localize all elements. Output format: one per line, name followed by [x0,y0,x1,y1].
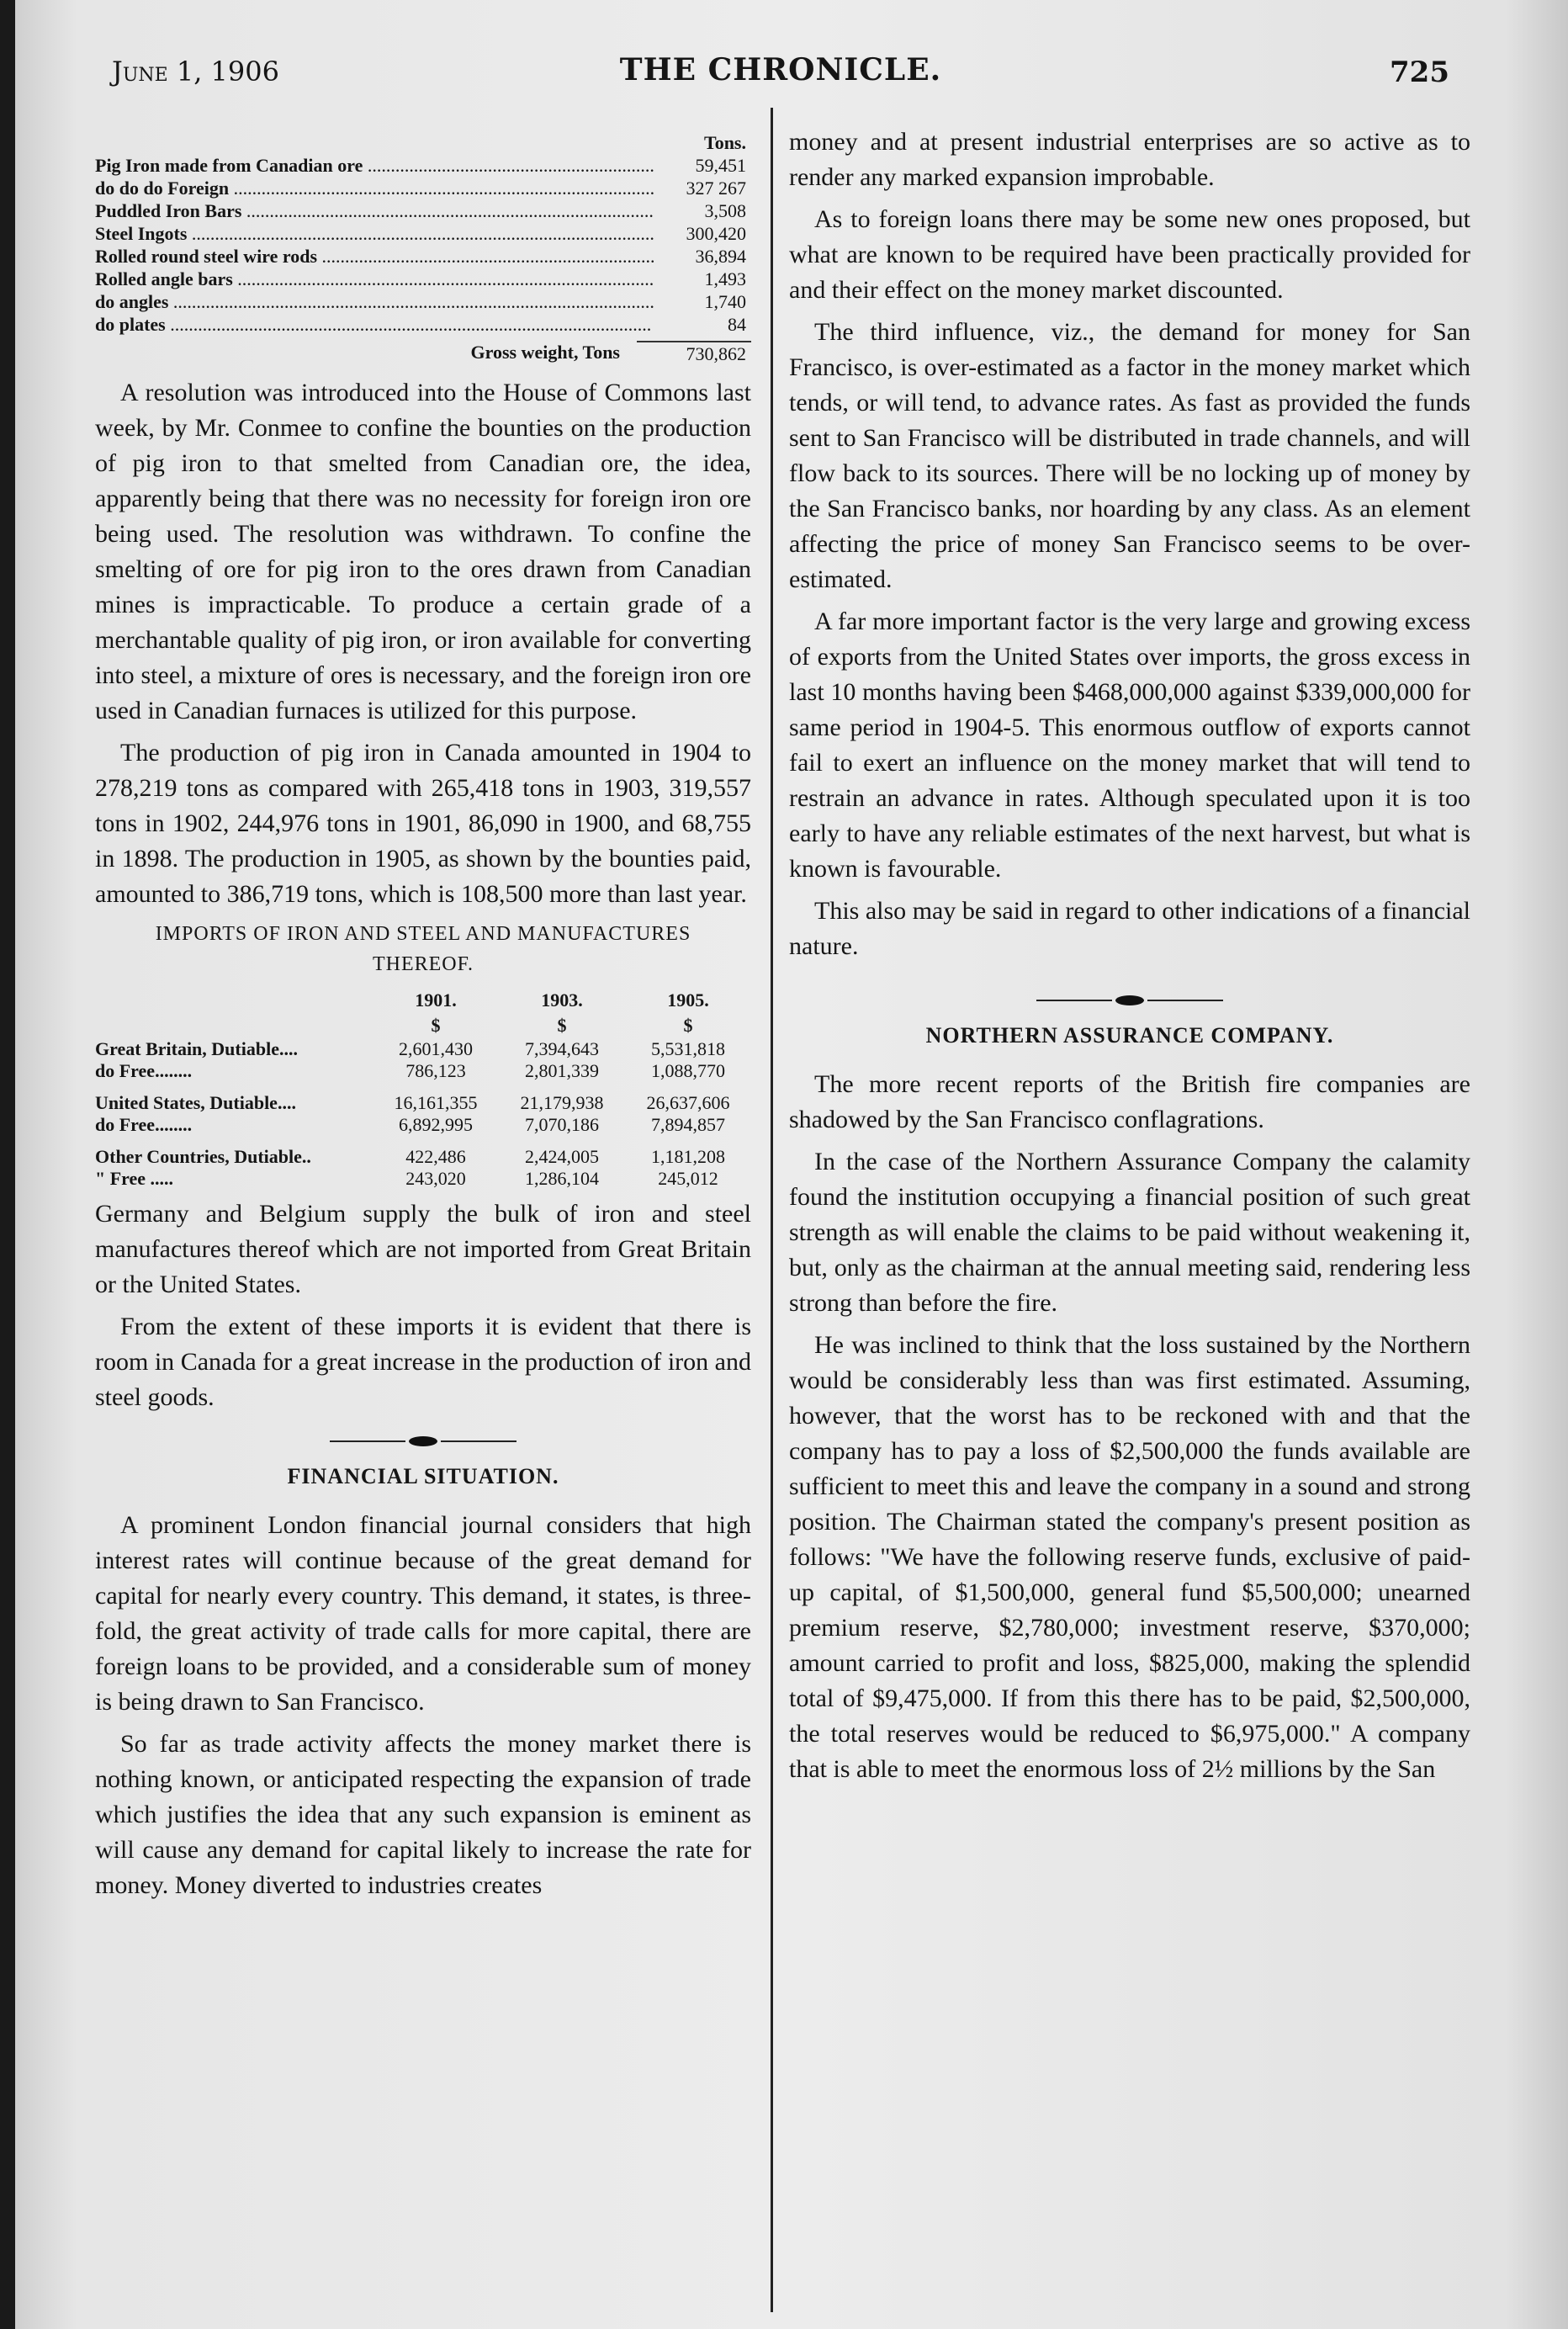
production-row [95,268,751,290]
production-total-label: Gross weight, Tons [470,342,620,363]
production-row [95,222,751,245]
row-label: " Free ..... [95,1168,174,1189]
cell-value: 245,012 [658,1168,718,1189]
production-total [95,341,751,365]
cell-value: 7,394,643 [525,1038,599,1059]
left-column [95,125,751,1910]
production-row-value: 84 [728,314,746,335]
paragraph: The production of pig iron in Canada amounted in 1904 to 278,219 tons as compared with 265,418 tons in 1903, 319,557 tons in 1902, 244,976 tons in 1901, 86,090 in 1900, and 68,755 in 1898. The production in 1905, as shown by the bounties paid, amounted to 386,719 tons, which is 108,500 more than last year. [95,739,751,908]
issue-date: June 1, 1906 [112,56,279,88]
production-row [95,177,751,199]
newspaper-page [15,0,1568,2329]
paragraph: The more recent reports of the British fire companies are shadowed by the San Francisco conflagrations. [789,1070,1470,1133]
imports-table [95,988,751,1190]
imports-title-line: THEREOF. [372,953,474,975]
cell-value: 7,070,186 [525,1114,599,1135]
production-row-label: Puddled Iron Bars ..... [95,199,654,222]
column-divider [771,108,773,2312]
table-row [95,1146,751,1168]
paragraph: A prominent London financial journal considers that high interest rates will continue because of the great demand for capital for nearly every country. This demand, it states, is three-fold, the great activity of trade calls for more capital, there are foreign loans to be provided, and a considerable sum of money is being drawn to San Francisco. [95,1511,751,1716]
cell-value: 16,161,355 [394,1092,478,1113]
production-row [95,290,751,313]
production-row [95,154,751,177]
table-row [95,1060,751,1082]
imports-currency-row [95,1013,751,1038]
year-header: 1901. [415,989,457,1011]
currency-header: $ [557,1015,567,1036]
production-row-label: do angles ..... [95,290,654,313]
paragraph: He was inclined to think that the loss sustained by the Northern would be considerably less than was first estimated. Assuming, however, that the worst has to be reckoned with and that the company has to pay a loss of $2,500,000 the funds available are sufficient to meet this and leave the company in a sound and strong position. The Chairman stated the company's present position as follows: "We have the following reserve funds, exclusive of paid-up capital, of $1,500,000, general fund $5,500,000; unearned premium reserve, $2,780,000; investment reserve, $370,000; amount carried to profit and loss, $825,000, making the splendid total of $9,475,000. If from this there has to be paid, $2,500,000, the total reserves would be reduced to $6,975,000." A company that is able to meet the enormous loss of 2½ millions by the San [789,1331,1470,1783]
cell-value: 21,179,938 [520,1092,604,1113]
row-label: do Free........ [95,1114,193,1135]
imports-table-title [95,919,751,979]
row-label: Great Britain, Dutiable.... [95,1038,298,1059]
northern-assurance-heading: NORTHERN ASSURANCE COMPANY. [925,1023,1334,1048]
section-ornament [95,1434,751,1449]
production-row-label: Steel Ingots ..... [95,222,654,245]
paragraph: From the extent of these imports it is evident that there is room in Canada for a great increase in the production of iron and steel goods. [95,1313,751,1411]
production-total-value: 730,862 [637,341,751,365]
production-unit-header: Tons. [704,132,746,153]
imports-title-line: IMPORTS OF IRON AND STEEL AND MANUFACTURES [155,923,691,945]
row-label: Other Countries, Dutiable.. [95,1146,311,1167]
production-row-value: 59,451 [695,155,746,176]
row-label: do Free........ [95,1060,193,1081]
paragraph: money and at present industrial enterprises are so active as to render any marked expansion improbable. [789,128,1470,191]
production-row [95,245,751,268]
production-row-label: do do do Foreign ..... [95,177,654,199]
cell-value: 1,088,770 [651,1060,725,1081]
right-column [789,125,1470,1794]
article-financial-situation [95,1508,751,1903]
currency-header: $ [431,1015,441,1036]
running-head [95,49,1466,99]
production-row-label: Rolled round steel wire rods ..... [95,245,654,268]
production-row-value: 36,894 [695,246,746,267]
publication-title: THE CHRONICLE. [619,52,942,88]
paragraph: In the case of the Northern Assurance Company the calamity found the institution occupying a financial position of such great strength as will enable the claims to be paid without weakening it, but, only as the chairman at the annual meeting said, rendering less strong than before the fire. [789,1148,1470,1317]
paragraph: So far as trade activity affects the money market there is nothing known, or anticipated respecting the expansion of trade which justifies the idea that any such expansion is eminent as will cause any demand for capital likely to increase the rate for money. Money diverted to industries creates [95,1730,751,1899]
page-number: 725 [1390,56,1449,89]
table-row [95,1114,751,1136]
paragraph: The third influence, viz., the demand for money for San Francisco, is over-estimated as a factor in the money market which tends, or will tend, to advance rates. As fast as provided the funds sent to San Francisco will be distributed in trade channels, and will flow back to its sources. There will be no locking up of money by the San Francisco banks, nor hoarding by any class. As an element affecting the price of money San Francisco seems to be over-estimated. [789,318,1470,593]
production-row-value: 1,740 [704,291,746,312]
table-row [95,1168,751,1190]
article-imports-commentary [95,1196,751,1415]
production-row-label: Rolled angle bars ..... [95,268,654,290]
cell-value: 2,601,430 [399,1038,473,1059]
paragraph: This also may be said in regard to other indications of a financial nature. [789,897,1470,960]
paragraph: As to foreign loans there may be some new ones proposed, but what are known to be required have been practically provided for and their effect on the money market discounted. [789,205,1470,304]
cell-value: 422,486 [405,1146,466,1167]
cell-value: 2,424,005 [525,1146,599,1167]
production-table [95,131,751,365]
paragraph: A resolution was introduced into the House of Commons last week, by Mr. Conmee to confine the bounties on the production of pig iron to that smelted from Canadian ore, the idea, apparently being that there was no necessity for foreign iron ore being used. The resolution was withdrawn. To confine the smelting of ore for pig iron to the ores drawn from Canadian mines is impracticable. To produce a certain grade of a merchantable quality of pig iron, or iron available for converting into steel, a mixture of ores is necessary, and the foreign iron ore used in Canadian furnaces is utilized for this purpose. [95,379,751,724]
article-financial-situation-continued [789,125,1470,964]
imports-header-row [95,988,751,1013]
cell-value: 1,181,208 [651,1146,725,1167]
production-row-value: 3,508 [704,200,746,221]
cell-value: 5,531,818 [651,1038,725,1059]
article-northern-assurance [789,1067,1470,1787]
row-label: United States, Dutiable.... [95,1092,296,1113]
paragraph: A far more important factor is the very large and growing excess of exports from the United States over imports, the gross excess in last 10 months having been $468,000,000 against $339,000,000 for same period in 1904-5. This enormous outflow of exports cannot fail to exert an influence on the money market that will tend to restrain an advance in rates. Although speculated upon it is too early to have any reliable estimates of the next harvest, but what is known is favourable. [789,607,1470,883]
cell-value: 1,286,104 [525,1168,599,1189]
article-bounties [95,375,751,912]
production-row [95,313,751,336]
production-row-label: Pig Iron made from Canadian ore ..... [95,154,654,177]
year-header: 1903. [541,989,583,1011]
cell-value: 786,123 [405,1060,466,1081]
table-row [95,1092,751,1114]
financial-situation-heading: FINANCIAL SITUATION. [287,1464,559,1488]
cell-value: 2,801,339 [525,1060,599,1081]
production-row [95,199,751,222]
cell-value: 7,894,857 [651,1114,725,1135]
cell-value: 6,892,995 [399,1114,473,1135]
production-row-label: do plates ..... [95,313,654,336]
year-header: 1905. [667,989,709,1011]
paragraph: Germany and Belgium supply the bulk of iron and steel manufactures thereof which are not imported from Great Britain or the United States. [95,1200,751,1298]
currency-header: $ [683,1015,693,1036]
production-row-value: 300,420 [686,223,746,244]
production-row-value: 327 267 [686,178,746,199]
cell-value: 243,020 [405,1168,466,1189]
cell-value: 26,637,606 [646,1092,730,1113]
table-row [95,1038,751,1060]
production-row-value: 1,493 [704,268,746,289]
section-ornament [789,993,1470,1008]
